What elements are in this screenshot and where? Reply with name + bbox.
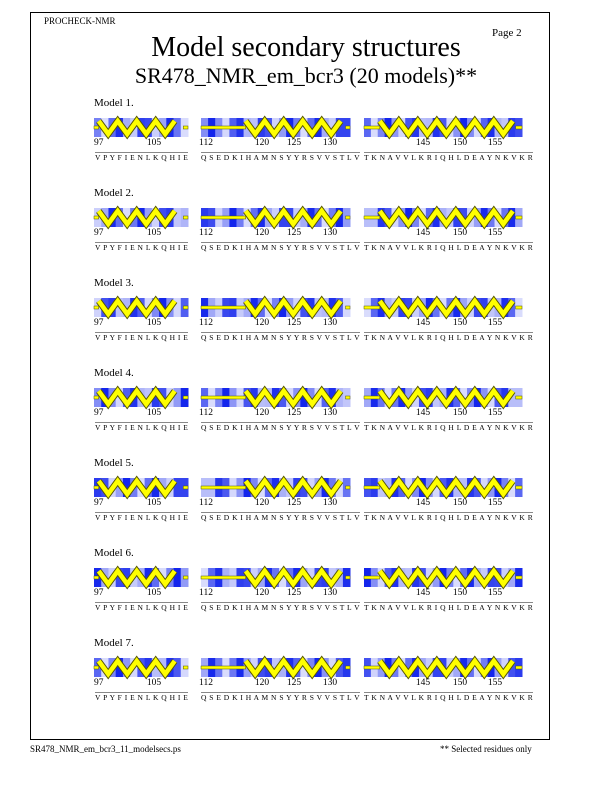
residue-number: 155 bbox=[487, 408, 503, 418]
residue-number: 112 bbox=[199, 588, 213, 598]
residue-number: 112 bbox=[199, 318, 213, 328]
residue-number: 145 bbox=[415, 318, 431, 328]
coil-icon bbox=[183, 396, 188, 399]
residue-number: 125 bbox=[286, 228, 302, 238]
coil-icon bbox=[516, 486, 522, 489]
coil-icon bbox=[346, 486, 350, 489]
coil-icon bbox=[346, 216, 350, 219]
coil-icon bbox=[201, 486, 246, 489]
residue-sequence: T K N A V V L K R I Q H L D E A Y N K V K R bbox=[364, 423, 534, 432]
residue-number: 105 bbox=[146, 318, 162, 328]
residue-number: 130 bbox=[322, 228, 338, 238]
coil-icon bbox=[201, 396, 246, 399]
coil-icon bbox=[183, 576, 188, 579]
coil-icon bbox=[183, 126, 188, 129]
residue-number: 97 bbox=[94, 678, 104, 688]
residue-number: 145 bbox=[415, 228, 431, 238]
residue-number: 125 bbox=[286, 588, 302, 598]
residue-number: 145 bbox=[415, 408, 431, 418]
coil-icon bbox=[364, 576, 380, 579]
coil-icon bbox=[183, 486, 188, 489]
page-subtitle: SR478_NMR_em_bcr3 (20 models)** bbox=[134, 63, 478, 88]
secondary-structure-strip bbox=[94, 568, 188, 587]
residue-number: 145 bbox=[415, 678, 431, 688]
residue-number: 105 bbox=[146, 588, 162, 598]
residue-sequence: Q S E D K I H A M N S Y Y R S V V S T L V bbox=[201, 513, 361, 522]
coil-icon bbox=[94, 486, 99, 489]
residue-number: 150 bbox=[452, 138, 468, 148]
coil-icon bbox=[183, 666, 188, 669]
residue-number: 120 bbox=[254, 678, 270, 688]
residue-sequence: Q S E D K I H A M N S Y Y R S V V S T L V bbox=[201, 693, 361, 702]
residue-number: 145 bbox=[415, 138, 431, 148]
coil-icon bbox=[201, 576, 246, 579]
coil-icon bbox=[364, 396, 380, 399]
page-title: Model secondary structures bbox=[151, 32, 461, 63]
residue-number: 105 bbox=[146, 138, 162, 148]
coil-icon bbox=[346, 126, 350, 129]
coil-icon bbox=[516, 216, 522, 219]
residue-sequence: V P Y F I E N L K Q H I E bbox=[95, 333, 189, 342]
coil-icon bbox=[201, 666, 246, 669]
residue-number: 150 bbox=[452, 228, 468, 238]
residue-number: 155 bbox=[487, 588, 503, 598]
coil-icon bbox=[94, 126, 99, 129]
residue-number: 97 bbox=[94, 228, 104, 238]
secondary-structure-strip bbox=[201, 388, 350, 407]
residue-number: 120 bbox=[254, 408, 270, 418]
residue-sequence: Q S E D K I H A M N S Y Y R S V V S T L V bbox=[201, 423, 361, 432]
residue-number: 97 bbox=[94, 318, 104, 328]
secondary-structure-strip bbox=[364, 568, 522, 587]
residue-number: 130 bbox=[322, 498, 338, 508]
model-label: Model 1. bbox=[94, 97, 134, 109]
residue-number: 130 bbox=[322, 318, 338, 328]
residue-number: 155 bbox=[487, 678, 503, 688]
secondary-structure-strip bbox=[94, 298, 188, 317]
residue-sequence: Q S E D K I H A M N S Y Y R S V V S T L V bbox=[201, 603, 361, 612]
coil-icon bbox=[346, 576, 350, 579]
residue-sequence: V P Y F I E N L K Q H I E bbox=[95, 153, 189, 162]
residue-number: 120 bbox=[254, 318, 270, 328]
coil-icon bbox=[346, 396, 350, 399]
coil-icon bbox=[201, 306, 246, 309]
residue-number: 105 bbox=[146, 678, 162, 688]
residue-sequence: T K N A V V L K R I Q H L D E A Y N K V K R bbox=[364, 513, 534, 522]
residue-number: 120 bbox=[254, 588, 270, 598]
secondary-structure-strip bbox=[364, 658, 522, 677]
footer-filename: SR478_NMR_em_bcr3_11_modelsecs.ps bbox=[30, 744, 181, 754]
coil-icon bbox=[516, 126, 522, 129]
coil-icon bbox=[201, 216, 246, 219]
residue-number: 125 bbox=[286, 138, 302, 148]
residue-number: 155 bbox=[487, 318, 503, 328]
residue-number: 97 bbox=[94, 498, 104, 508]
model-label: Model 6. bbox=[94, 547, 134, 559]
coil-icon bbox=[94, 666, 99, 669]
residue-number: 120 bbox=[254, 138, 270, 148]
secondary-structure-strip bbox=[364, 478, 522, 497]
coil-icon bbox=[94, 306, 99, 309]
secondary-structure-strip bbox=[201, 478, 350, 497]
residue-sequence: Q S E D K I H A M N S Y Y R S V V S T L V bbox=[201, 243, 361, 252]
residue-number: 125 bbox=[286, 318, 302, 328]
residue-number: 105 bbox=[146, 408, 162, 418]
secondary-structure-strip bbox=[94, 658, 188, 677]
coil-icon bbox=[94, 396, 99, 399]
residue-number: 150 bbox=[452, 408, 468, 418]
residue-number: 97 bbox=[94, 588, 104, 598]
secondary-structure-strip bbox=[201, 658, 350, 677]
secondary-structure-strip bbox=[94, 118, 188, 137]
coil-icon bbox=[364, 666, 380, 669]
coil-icon bbox=[346, 306, 350, 309]
secondary-structure-strip bbox=[201, 118, 350, 137]
coil-icon bbox=[364, 216, 380, 219]
program-name: PROCHECK-NMR bbox=[44, 16, 116, 26]
residue-number: 112 bbox=[199, 498, 213, 508]
secondary-structure-strip bbox=[94, 208, 188, 227]
secondary-structure-strip bbox=[201, 298, 350, 317]
coil-icon bbox=[346, 666, 350, 669]
residue-number: 120 bbox=[254, 498, 270, 508]
residue-number: 105 bbox=[146, 228, 162, 238]
model-label: Model 7. bbox=[94, 637, 134, 649]
model-label: Model 5. bbox=[94, 457, 134, 469]
residue-number: 112 bbox=[199, 678, 213, 688]
residue-sequence: T K N A V V L K R I Q H L D E A Y N K V K R bbox=[364, 693, 534, 702]
residue-number: 155 bbox=[487, 498, 503, 508]
coil-icon bbox=[516, 666, 522, 669]
coil-icon bbox=[94, 216, 99, 219]
residue-number: 97 bbox=[94, 408, 104, 418]
residue-sequence: T K N A V V L K R I Q H L D E A Y N K V K R bbox=[364, 603, 534, 612]
residue-number: 150 bbox=[452, 318, 468, 328]
secondary-structure-strip bbox=[364, 208, 522, 227]
secondary-structure-strip bbox=[94, 388, 188, 407]
residue-number: 145 bbox=[415, 588, 431, 598]
coil-icon bbox=[94, 576, 99, 579]
residue-number: 145 bbox=[415, 498, 431, 508]
residue-number: 120 bbox=[254, 228, 270, 238]
residue-number: 125 bbox=[286, 678, 302, 688]
coil-icon bbox=[516, 306, 522, 309]
residue-sequence: V P Y F I E N L K Q H I E bbox=[95, 603, 189, 612]
secondary-structure-strip bbox=[94, 478, 188, 497]
coil-icon bbox=[516, 576, 522, 579]
coil-icon bbox=[201, 126, 246, 129]
residue-sequence: V P Y F I E N L K Q H I E bbox=[95, 243, 189, 252]
secondary-structure-strip bbox=[201, 208, 350, 227]
model-label: Model 2. bbox=[94, 187, 134, 199]
coil-icon bbox=[364, 486, 380, 489]
residue-number: 130 bbox=[322, 138, 338, 148]
residue-sequence: T K N A V V L K R I Q H L D E A Y N K V K R bbox=[364, 333, 534, 342]
secondary-structure-strip bbox=[364, 388, 522, 407]
coil-icon bbox=[364, 306, 380, 309]
residue-number: 97 bbox=[94, 138, 104, 148]
residue-number: 155 bbox=[487, 138, 503, 148]
residue-number: 155 bbox=[487, 228, 503, 238]
secondary-structure-strip bbox=[364, 118, 522, 137]
residue-sequence: V P Y F I E N L K Q H I E bbox=[95, 693, 189, 702]
residue-sequence: Q S E D K I H A M N S Y Y R S V V S T L V bbox=[201, 333, 361, 342]
secondary-structure-strip bbox=[201, 568, 350, 587]
residue-number: 150 bbox=[452, 678, 468, 688]
residue-number: 150 bbox=[452, 498, 468, 508]
residue-number: 112 bbox=[199, 408, 213, 418]
coil-icon bbox=[516, 396, 522, 399]
footer-note: ** Selected residues only bbox=[440, 744, 532, 754]
residue-sequence: Q S E D K I H A M N S Y Y R S V V S T L V bbox=[201, 153, 361, 162]
residue-number: 112 bbox=[199, 228, 213, 238]
page-number: Page 2 bbox=[492, 27, 522, 39]
coil-icon bbox=[183, 306, 188, 309]
residue-number: 125 bbox=[286, 498, 302, 508]
residue-number: 105 bbox=[146, 498, 162, 508]
residue-number: 130 bbox=[322, 588, 338, 598]
residue-sequence: T K N A V V L K R I Q H L D E A Y N K V K R bbox=[364, 153, 534, 162]
residue-number: 125 bbox=[286, 408, 302, 418]
secondary-structure-strip bbox=[364, 298, 522, 317]
model-label: Model 3. bbox=[94, 277, 134, 289]
coil-icon bbox=[183, 216, 188, 219]
residue-number: 130 bbox=[322, 678, 338, 688]
residue-number: 112 bbox=[199, 138, 213, 148]
residue-sequence: T K N A V V L K R I Q H L D E A Y N K V K R bbox=[364, 243, 534, 252]
coil-icon bbox=[364, 126, 380, 129]
residue-sequence: V P Y F I E N L K Q H I E bbox=[95, 513, 189, 522]
model-label: Model 4. bbox=[94, 367, 134, 379]
residue-number: 130 bbox=[322, 408, 338, 418]
residue-number: 150 bbox=[452, 588, 468, 598]
residue-sequence: V P Y F I E N L K Q H I E bbox=[95, 423, 189, 432]
